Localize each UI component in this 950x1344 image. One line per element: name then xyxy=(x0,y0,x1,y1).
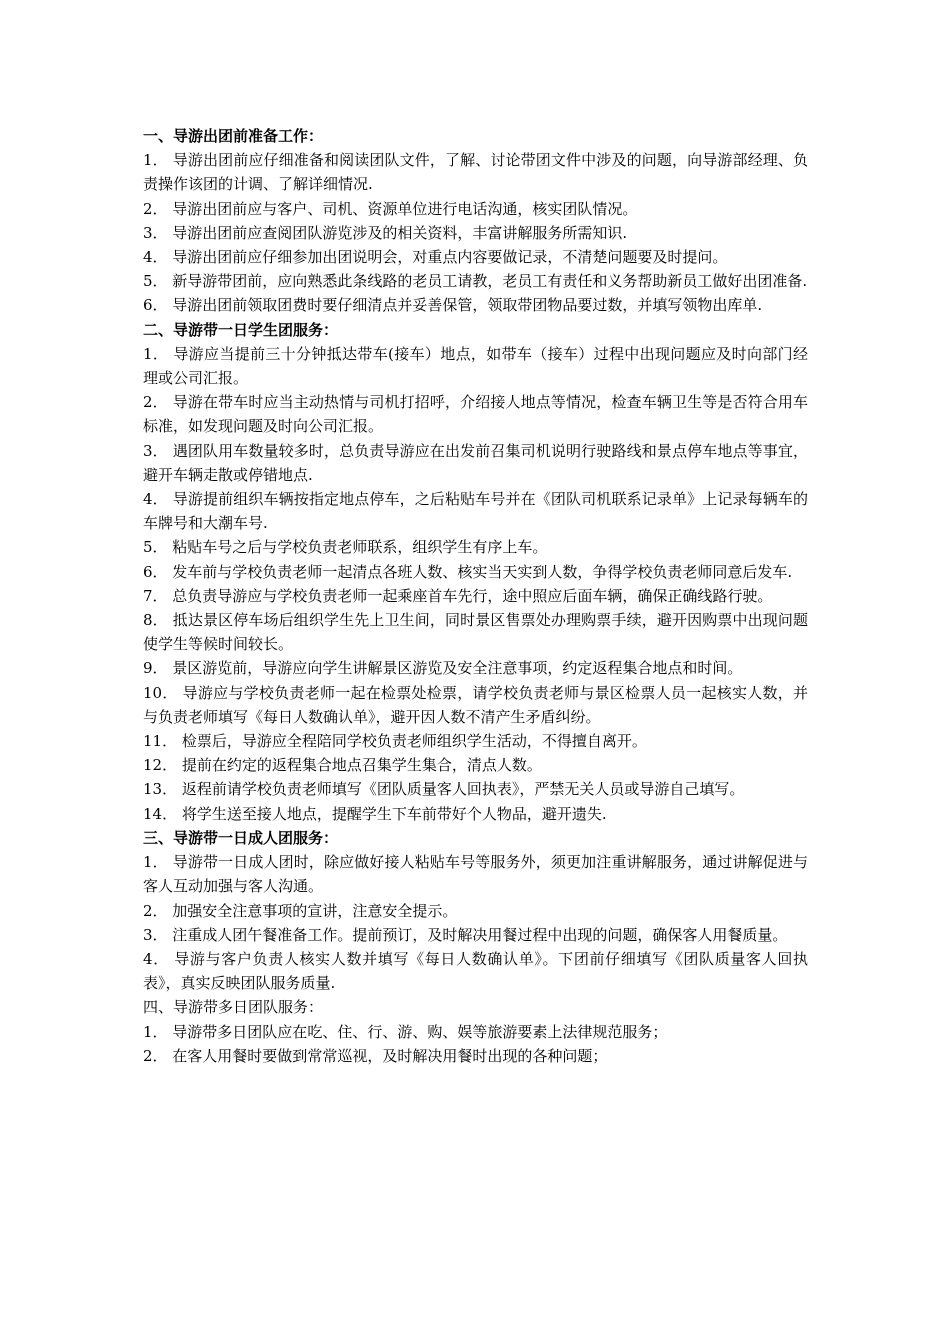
list-item: 1． 导游应当提前三十分钟抵达带车(接车）地点，如带车（接车）过程中出现问题应及时向部门经理或公司汇报。 xyxy=(143,344,808,388)
list-item: 2． 加强安全注意事项的宣讲，注意安全提示。 xyxy=(143,901,458,920)
list-item: 5． 粘贴车号之后与学校负责老师联系，组织学生有序上车。 xyxy=(143,538,548,557)
list-item: 1． 导游带多日团队应在吃、住、行、游、购、娱等旅游要素上法律规范服务； xyxy=(143,1022,668,1041)
list-item: 11． 检票后，导游应全程陪同学校负责老师组织学生活动，不得擅自离开。 xyxy=(143,732,647,751)
section-heading: 一、导游出团前准备工作： xyxy=(143,127,324,145)
section-adult-day-tour xyxy=(143,826,808,995)
list-item: 13． 返程前请学校负责老师填写《团队质量客人回执表》，严禁无关人员或导游自己填写。 xyxy=(143,780,745,799)
list-item: 7． 总负责导游应与学校负责老师一起乘座首车先行，途中照应后面车辆，确保正确线路行驶。 xyxy=(143,586,773,605)
list-item: 5． 新导游带团前，应向熟悉此条线路的老员工请教，老员工有责任和义务帮助新员工做好出团准备. xyxy=(143,272,808,291)
list-item: 2． 导游出团前应与客户、司机、资源单位进行电话沟通，核实团队情况。 xyxy=(143,199,638,218)
list-item: 10． 导游应与学校负责老师一起在检票处检票，请学校负责老师与景区检票人员一起核实人数，并与负责老师填写《每日人数确认单》，避开因人数不清产生矛盾纠纷。 xyxy=(143,683,808,726)
list-item: 3． 遇团队用车数量较多时，总负责导游应在出发前召集司机说明行驶路线和景点停车地点等事宜，避开车辆走散或停错地点. xyxy=(143,441,808,484)
list-item: 6． 导游出团前领取团费时要仔细清点并妥善保管，领取带团物品要过数，并填写领物出库单. xyxy=(143,296,763,315)
list-item: 1． 导游出团前应仔细准备和阅读团队文件，了解、讨论带团文件中涉及的问题，向导游部经理、负责操作该团的计调、了解详细情况. xyxy=(143,151,808,194)
list-item: 8． 抵达景区停车场后组织学生先上卫生间，同时景区售票处办理购票手续，避开因购票中出现问题使学生等候时间较长。 xyxy=(143,611,808,654)
list-item: 3． 注重成人团午餐准备工作。提前预订，及时解决用餐过程中出现的问题，确保客人用餐质量。 xyxy=(143,925,788,944)
section-multi-day-tour xyxy=(143,995,808,1068)
section-heading: 四、导游带多日团队服务： xyxy=(143,998,324,1017)
list-item: 4． 导游出团前应仔细参加出团说明会，对重点内容要做记录，不清楚问题要及时提问。 xyxy=(143,248,728,267)
section-pre-departure xyxy=(143,124,808,318)
list-item: 6． 发车前与学校负责老师一起清点各班人数、核实当天实到人数，争得学校负责老师同意后发车. xyxy=(143,562,793,581)
section-student-day-tour xyxy=(143,318,808,826)
list-item: 3． 导游出团前应查阅团队游览涉及的相关资料，丰富讲解服务所需知识. xyxy=(143,223,628,242)
list-item: 9． 景区游览前，导游应向学生讲解景区游览及安全注意事项，约定返程集合地点和时间。 xyxy=(143,659,743,678)
list-item: 4． 导游提前组织车辆按指定地点停车，之后粘贴车号并在《团队司机联系记录单》上记录每辆车的车牌号和大潮车号. xyxy=(143,490,808,533)
list-item: 12． 提前在约定的返程集合地点召集学生集合，清点人数。 xyxy=(143,756,542,775)
list-item: 14． 将学生送至接人地点，提醒学生下车前带好个人物品，避开遗失. xyxy=(143,804,607,823)
section-heading: 二、导游带一日学生团服务： xyxy=(143,320,339,339)
list-item: 1． 导游带一日成人团时，除应做好接人粘贴车号等服务外，须更加注重讲解服务，通过讲解促进与客人互动加强与客人沟通。 xyxy=(143,853,808,896)
list-item: 2． 导游在带车时应当主动热情与司机打招呼，介绍接人地点等情况，检查车辆卫生等是否符合用车标准，如发现问题及时向公司汇报。 xyxy=(143,393,808,436)
list-item: 2． 在客人用餐时要做到常常巡视，及时解决用餐时出现的各种问题； xyxy=(143,1046,608,1065)
list-item: 4． 导游与客户负责人核实人数并填写《每日人数确认单》。下团前仔细填写《团队质量客人回执表》，真实反映团队服务质量. xyxy=(143,949,808,993)
section-heading: 三、导游带一日成人团服务： xyxy=(143,828,339,847)
